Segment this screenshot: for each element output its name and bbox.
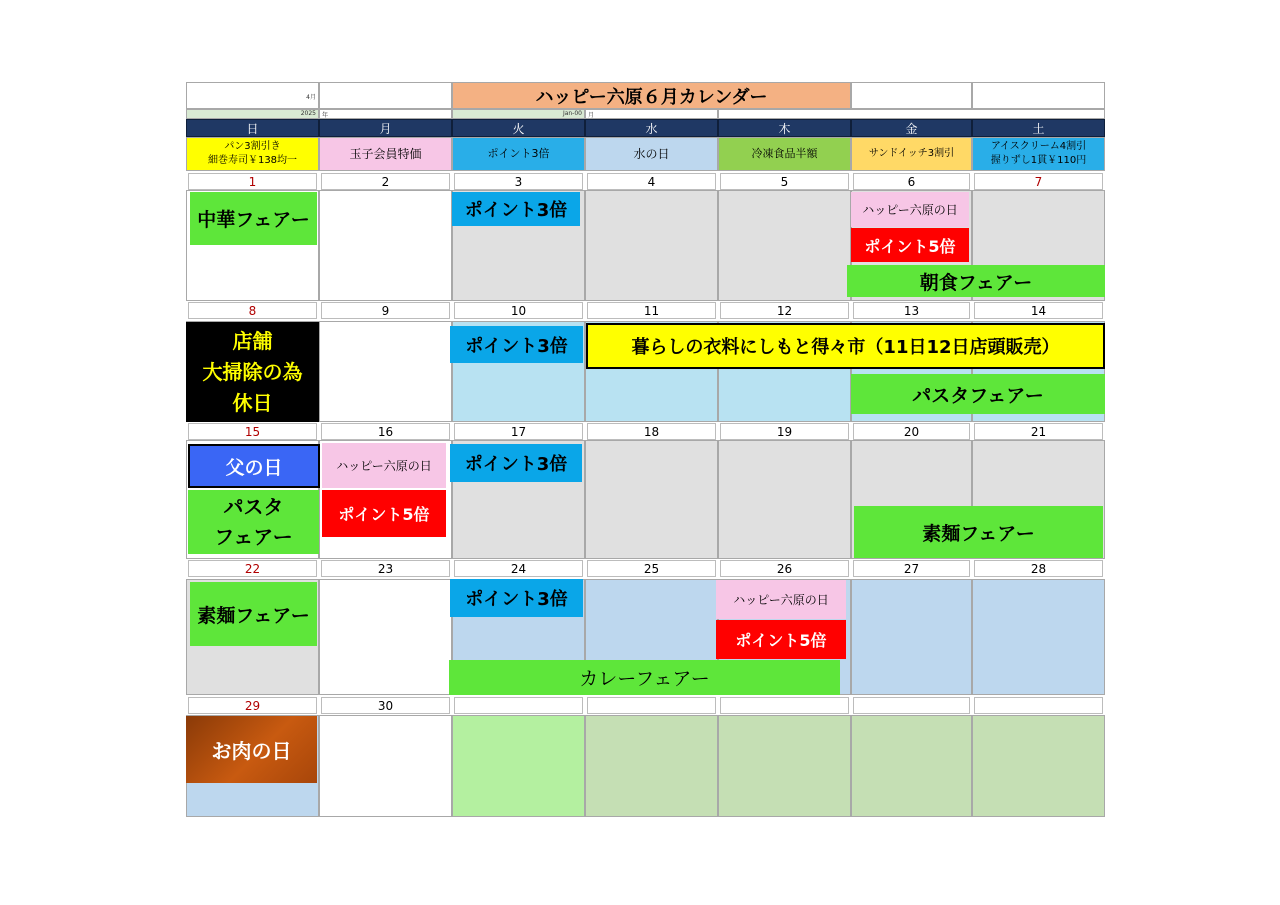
event-label: ハッピー六原の日 [862, 203, 958, 217]
day-number: 23 [321, 560, 450, 577]
day-cell [851, 579, 972, 695]
event-somen-fair-w4 [190, 582, 317, 646]
weekday-special-tue [452, 137, 585, 171]
weekday-special-sat [972, 137, 1105, 171]
day-number: 21 [974, 423, 1103, 440]
special-line1: パン3割引き [224, 141, 281, 152]
month-row-left [452, 109, 585, 119]
event-label-line2: 大掃除の為 [202, 359, 303, 384]
event-somen-fair-w3 [854, 506, 1103, 558]
day-number: 2 [321, 173, 450, 190]
day-number: 14 [974, 302, 1103, 319]
weekday-header-fri: 金 [851, 119, 972, 137]
small-label: 4月 [306, 94, 316, 101]
day-cell [319, 190, 452, 301]
day-number: 17 [454, 423, 583, 440]
event-point3-w1 [452, 192, 580, 226]
day-cell [972, 715, 1105, 817]
event-label: 暮らしの衣料にしもと得々市（11日12日店頭販売） [631, 337, 1060, 358]
special-line1: 玉子会員特価 [349, 147, 422, 161]
day-number: 22 [188, 560, 317, 577]
day-cell [718, 440, 851, 559]
day-number: 7 [974, 173, 1103, 190]
weekday-special-thu [718, 137, 851, 171]
day-number [587, 697, 716, 714]
day-cell [319, 579, 452, 695]
event-label: ポイント3倍 [464, 200, 568, 221]
day-number: 28 [974, 560, 1103, 577]
day-number: 9 [321, 302, 450, 319]
day-cell [972, 579, 1105, 695]
weekday-header-thu: 木 [718, 119, 851, 137]
event-label: ハッピー六原の日 [733, 593, 829, 607]
weekday-special-mon [319, 137, 452, 171]
special-line1: ポイント3倍 [487, 147, 550, 160]
day-cell [718, 190, 851, 301]
calendar [186, 82, 1105, 817]
event-chuka-fair [190, 192, 317, 245]
day-number: 4 [587, 173, 716, 190]
event-happy-day-w4 [716, 580, 846, 619]
weekday-header-sat: 土 [972, 119, 1105, 137]
day-number: 26 [720, 560, 849, 577]
header-cell-sat [972, 82, 1105, 109]
title-text: ハッピー六原６月カレンダー [535, 86, 768, 108]
event-happy-day-w1 [851, 192, 969, 227]
month-row-unit [585, 109, 718, 119]
month-code: Jan-00 [562, 110, 582, 117]
day-number: 20 [853, 423, 970, 440]
special-line1: 冷凍食品半額 [751, 147, 818, 160]
weekday-header-wed: 水 [585, 119, 718, 137]
event-store-closed [186, 322, 319, 422]
year-value: 2025 [300, 110, 316, 117]
special-line2: 握りずし1貫￥110円 [990, 155, 1087, 166]
month-unit: 月 [588, 112, 595, 119]
year-row-unit [319, 109, 452, 119]
event-label: 父の日 [225, 456, 283, 479]
event-label: 中華フェアー [197, 209, 310, 231]
event-label: お肉の日 [211, 739, 292, 763]
day-number: 1 [188, 173, 317, 190]
event-label: 素麺フェアー [922, 522, 1035, 545]
event-label: パスタフェアー [912, 384, 1044, 407]
year-unit: 年 [322, 112, 329, 119]
event-point5-w4 [716, 620, 846, 659]
day-number [853, 697, 970, 714]
day-cell [585, 190, 718, 301]
day-number: 13 [853, 302, 970, 319]
weekday-special-sun [186, 137, 319, 171]
event-point5-w3 [322, 490, 446, 537]
event-label: ポイント3倍 [464, 454, 568, 475]
year-row-left [186, 109, 319, 119]
event-point3-w4 [450, 579, 583, 617]
event-label: ポイント5倍 [864, 236, 956, 256]
event-curry-fair [449, 660, 840, 695]
weekday-special-wed [585, 137, 718, 171]
event-breakfast-fair [847, 265, 1105, 297]
event-point5-w1 [851, 228, 969, 262]
day-number: 24 [454, 560, 583, 577]
day-number: 6 [853, 173, 970, 190]
header-cell-fri [851, 82, 972, 109]
day-cell [718, 715, 851, 817]
day-number [454, 697, 583, 714]
header-cell-sun [186, 82, 319, 109]
event-label: ポイント5倍 [338, 505, 430, 524]
event-label-line1: パスタ [223, 495, 284, 519]
event-label: 朝食フェアー [919, 271, 1033, 294]
calendar-title [452, 82, 851, 109]
event-fathers-day [188, 444, 320, 488]
day-number: 5 [720, 173, 849, 190]
day-number: 15 [188, 423, 317, 440]
day-number: 18 [587, 423, 716, 440]
weekday-header-mon: 月 [319, 119, 452, 137]
day-number: 27 [853, 560, 970, 577]
header-cell-mon [319, 82, 452, 109]
event-happy-day-w3 [322, 443, 446, 488]
special-line1: サンドイッチ3割引 [868, 148, 955, 159]
day-cell [585, 715, 718, 817]
event-label: ポイント3倍 [465, 335, 568, 357]
event-label: ポイント3倍 [465, 589, 568, 610]
event-label-line1: 店舗 [232, 328, 273, 353]
day-number [974, 697, 1103, 714]
day-number: 8 [188, 302, 317, 319]
event-point3-w2 [450, 326, 583, 363]
event-label: ポイント5倍 [735, 631, 827, 650]
event-meat-day [186, 716, 317, 783]
day-number: 30 [321, 697, 450, 714]
event-label-line2: フェアー [214, 525, 293, 549]
event-clothing-market [586, 323, 1105, 369]
special-line1: 水の日 [633, 147, 670, 161]
weekday-special-fri [851, 137, 972, 171]
event-label: ハッピー六原の日 [336, 459, 432, 473]
day-cell [452, 715, 585, 817]
event-pasta-fair-w3 [188, 490, 319, 554]
day-cell [319, 321, 452, 422]
day-number: 11 [587, 302, 716, 319]
special-line1: アイスクリーム4割引 [990, 141, 1087, 152]
day-number: 29 [188, 697, 317, 714]
special-line2: 細巻寿司￥138均一 [207, 155, 298, 166]
day-cell [851, 715, 972, 817]
day-number [720, 697, 849, 714]
event-point3-w3 [450, 444, 582, 482]
event-label-line3: 休日 [232, 390, 273, 415]
event-label: カレーフェアー [579, 668, 710, 690]
event-pasta-fair-w2 [851, 374, 1105, 414]
day-number: 10 [454, 302, 583, 319]
day-number: 12 [720, 302, 849, 319]
weekday-header-sun: 日 [186, 119, 319, 137]
day-number: 16 [321, 423, 450, 440]
day-number: 3 [454, 173, 583, 190]
weekday-header-tue: 火 [452, 119, 585, 137]
event-label: 素麺フェアー [197, 604, 310, 627]
day-cell [585, 440, 718, 559]
day-number: 19 [720, 423, 849, 440]
year-row-filler [718, 109, 1105, 119]
day-cell [319, 715, 452, 817]
day-number: 25 [587, 560, 716, 577]
